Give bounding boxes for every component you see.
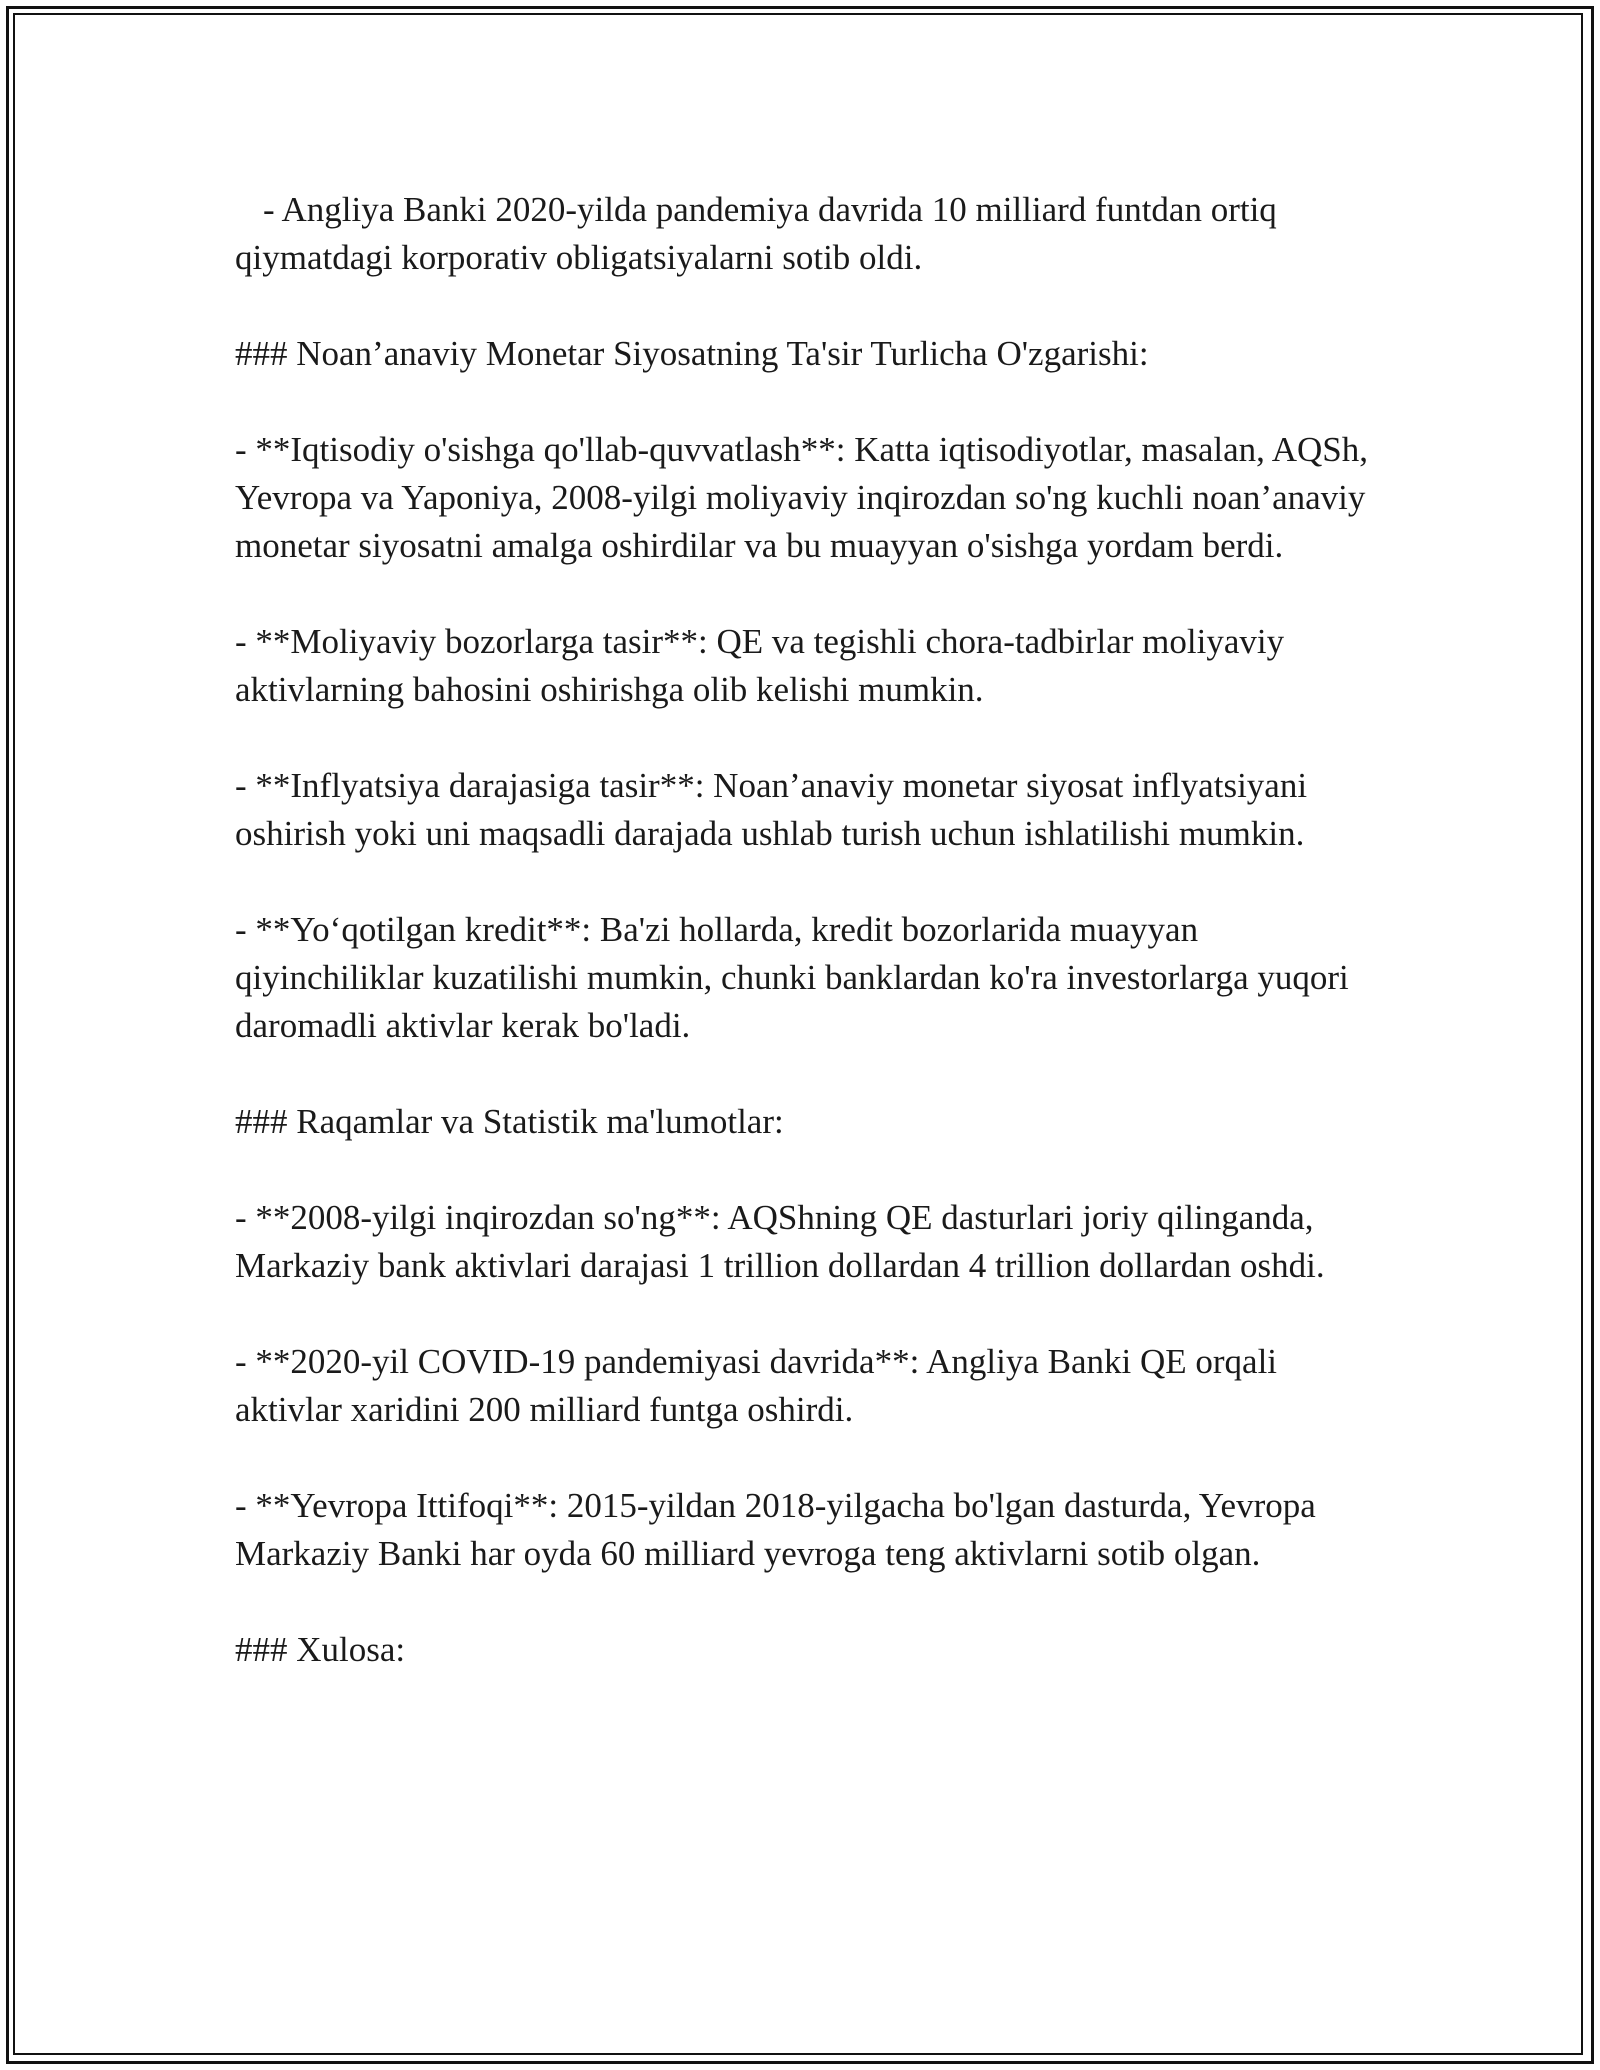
paragraph-lost-credit: - **Yo‘qotilgan kredit**: Ba'zi hollarda, kredit bozorlarida muayyan qiyinchiliklar kuzatilishi mumkin, chunki banklardan ko'ra investorlarga yuqori daromadli aktivlar kerak bo'ladi.: [235, 910, 1349, 1045]
heading-policy-effects: ### Noan’anaviy Monetar Siyosatning Ta'sir Turlicha O'zgarishi:: [235, 334, 1149, 373]
paragraph-bank-of-england-bonds: - Angliya Banki 2020-yilda pandemiya davrida 10 milliard funtdan ortiq qiymatdagi korporativ obligatsiyalarni sotib oldi.: [235, 190, 1277, 277]
paragraph-2020-covid: - **2020-yil COVID-19 pandemiyasi davrida**: Angliya Banki QE orqali aktivlar xaridini 200 milliard funtga oshirdi.: [235, 1342, 1278, 1429]
document-body: [235, 186, 1375, 1722]
paragraph-financial-markets: - **Moliyaviy bozorlarga tasir**: QE va tegishli chora-tadbirlar moliyaviy aktivlarning bahosini oshirishga olib kelishi mumkin.: [235, 622, 1285, 709]
heading-conclusion: ### Xulosa:: [235, 1630, 406, 1669]
paragraph-european-union: - **Yevropa Ittifoqi**: 2015-yildan 2018-yilgacha bo'lgan dasturda, Yevropa Markaziy Banki har oyda 60 milliard yevroga teng aktivlarni sotib olgan.: [235, 1486, 1316, 1573]
paragraph-2008-crisis: - **2008-yilgi inqirozdan so'ng**: AQShning QE dasturlari joriy qilinganda, Markaziy bank aktivlari darajasi 1 trillion dollardan 4 trillion dollardan oshdi.: [235, 1198, 1325, 1285]
heading-statistics: ### Raqamlar va Statistik ma'lumotlar:: [235, 1102, 784, 1141]
paragraph-economic-growth: - **Iqtisodiy o'sishga qo'llab-quvvatlash**: Katta iqtisodiyotlar, masalan, AQSh, Yevropa va Yaponiya, 2008-yilgi moliyaviy inqirozdan so'ng kuchli noan’anaviy monetar siyosatni amalga oshirdilar va bu muayyan o'sishga yordam berdi.: [235, 430, 1369, 565]
paragraph-inflation: - **Inflyatsiya darajasiga tasir**: Noan’anaviy monetar siyosat inflyatsiyani oshirish yoki uni maqsadli darajada ushlab turish uchun ishlatilishi mumkin.: [235, 766, 1308, 853]
